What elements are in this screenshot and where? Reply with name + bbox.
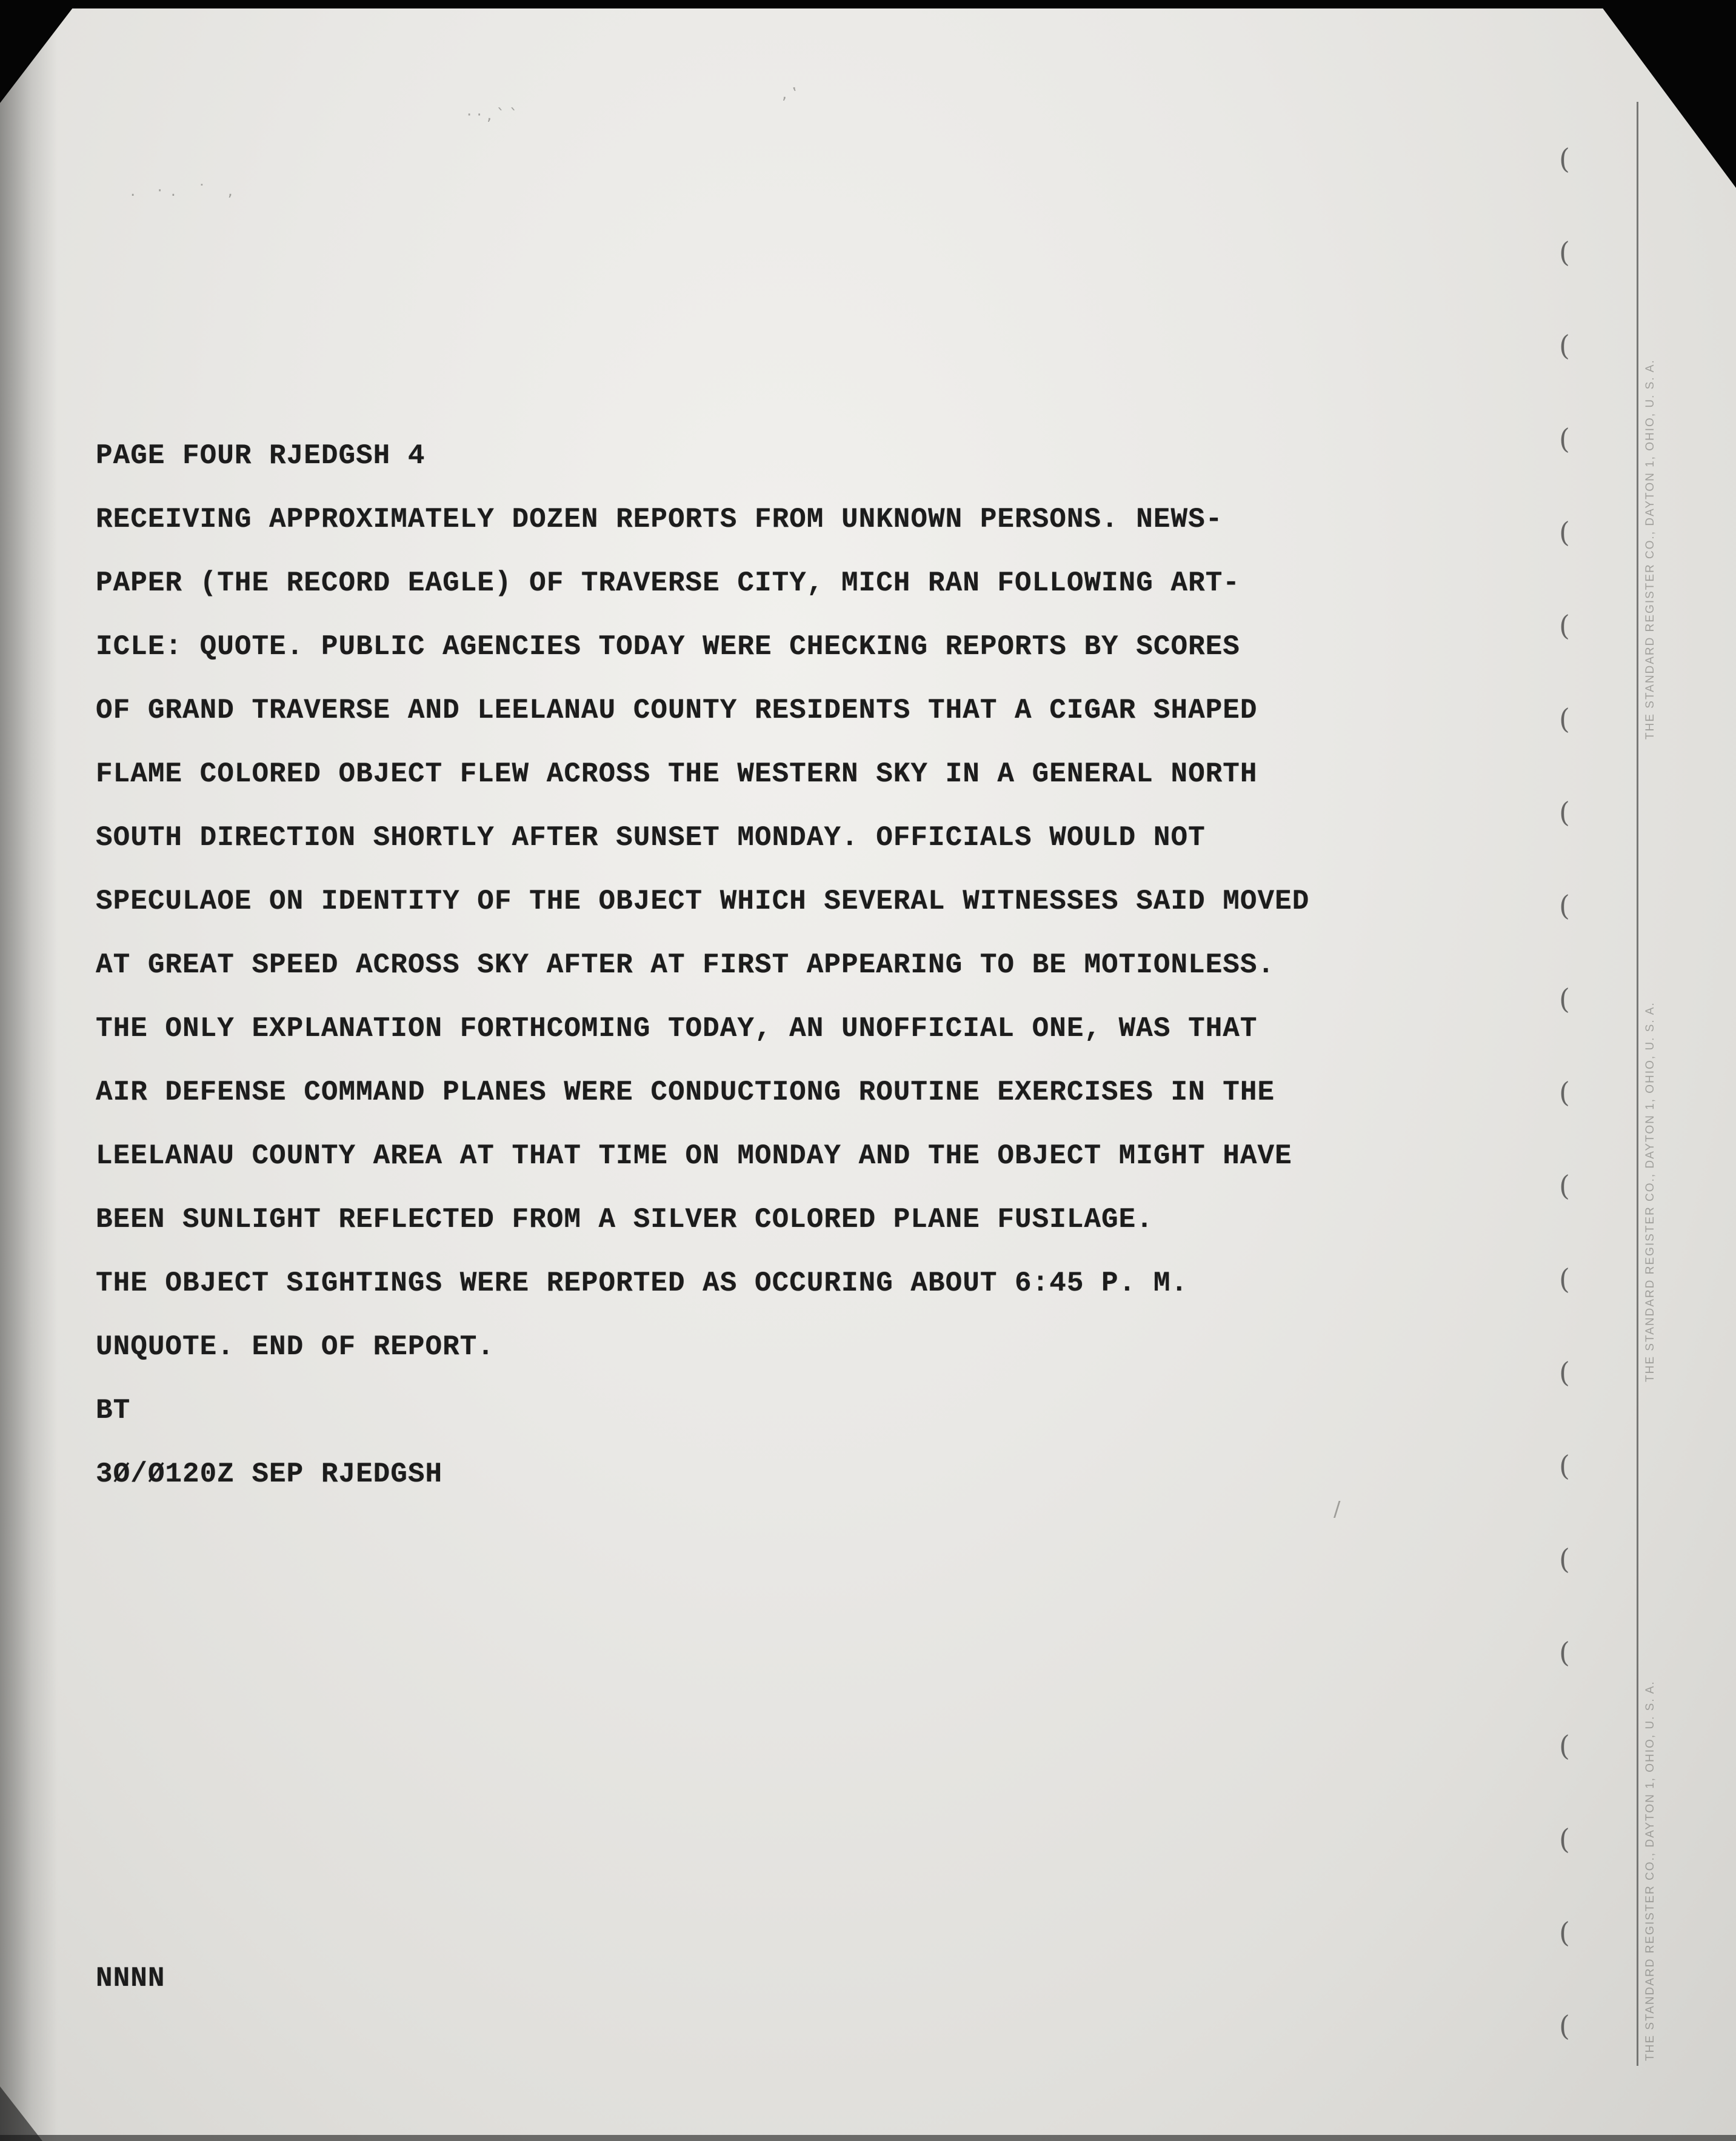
- scan-corner-top-right: [1597, 0, 1736, 188]
- perforation-mark: (: [1559, 1729, 1570, 1762]
- telegram-text-line: SOUTH DIRECTION SHORTLY AFTER SUNSET MONDAY. OFFICIALS WOULD NOT: [96, 822, 1206, 853]
- telegram-text-line: AT GREAT SPEED ACROSS SKY AFTER AT FIRST APPEARING TO BE MOTIONLESS.: [96, 949, 1275, 981]
- perforation-mark: (: [1559, 1076, 1570, 1109]
- scan-smudge: . ·. ˙ ,: [130, 182, 241, 200]
- telegram-text-line: PAPER (THE RECORD EAGLE) OF TRAVERSE CITY, MICH RAN FOLLOWING ART-: [96, 567, 1240, 599]
- scan-smudge: , ‛: [782, 85, 797, 103]
- telegram-text-line: BEEN SUNLIGHT REFLECTED FROM A SILVER COLORED PLANE FUSILAGE.: [96, 1204, 1153, 1235]
- margin-rule-line: [1637, 102, 1638, 2066]
- telegram-body-text: [96, 424, 1490, 1506]
- perforation-mark: (: [1559, 1543, 1570, 1575]
- telegram-text-line: THE ONLY EXPLANATION FORTHCOMING TODAY, AN UNOFFICIAL ONE, WAS THAT: [96, 1013, 1258, 1044]
- perforation-mark: (: [1559, 1449, 1570, 1482]
- telegram-end-marker: NNNN: [96, 1963, 165, 1994]
- paper-vendor-imprint: THE STANDARD REGISTER CO., DAYTON 1, OHIO, U. S. A.: [1644, 1680, 1657, 2061]
- perforation-mark: (: [1559, 236, 1570, 269]
- perforation-mark: (: [1559, 889, 1570, 922]
- perforation-mark: (: [1559, 1169, 1570, 1202]
- perforation-mark: (: [1559, 1263, 1570, 1295]
- scan-edge-left: [0, 0, 58, 2141]
- perforation-mark: (: [1559, 609, 1570, 642]
- perforation-mark: (: [1559, 423, 1570, 455]
- paper-vendor-imprint: THE STANDARD REGISTER CO., DAYTON 1, OHIO, U. S. A.: [1644, 1001, 1657, 1382]
- telegram-text-line: RECEIVING APPROXIMATELY DOZEN REPORTS FROM UNKNOWN PERSONS. NEWS-: [96, 504, 1223, 535]
- scan-edge-bottom: [0, 2135, 1736, 2141]
- perforation-mark: (: [1559, 1636, 1570, 1669]
- perforation-mark: (: [1559, 1916, 1570, 1949]
- telegram-text-line: 3Ø/Ø120Z SEP RJEDGSH: [96, 1458, 443, 1490]
- scan-edge-top: [0, 0, 1736, 8]
- perforation-mark: (: [1559, 1823, 1570, 1855]
- perforation-mark: (: [1559, 1356, 1570, 1389]
- telegram-text-line: OF GRAND TRAVERSE AND LEELANAU COUNTY RESIDENTS THAT A CIGAR SHAPED: [96, 695, 1258, 726]
- perforation-mark: (: [1559, 329, 1570, 362]
- telegram-text-line: PAGE FOUR RJEDGSH 4: [96, 440, 426, 472]
- perforation-mark: (: [1559, 796, 1570, 829]
- perforation-mark: (: [1559, 703, 1570, 735]
- paper-vendor-imprint: THE STANDARD REGISTER CO., DAYTON 1, OHIO, U. S. A.: [1644, 359, 1657, 740]
- telegram-text-line: SPECULAOE ON IDENTITY OF THE OBJECT WHICH SEVERAL WITNESSES SAID MOVED: [96, 886, 1310, 917]
- telegram-text-line: AIR DEFENSE COMMAND PLANES WERE CONDUCTIONG ROUTINE EXERCISES IN THE: [96, 1077, 1275, 1108]
- perforation-mark: (: [1559, 2009, 1570, 2042]
- telegram-text-line: LEELANAU COUNTY AREA AT THAT TIME ON MONDAY AND THE OBJECT MIGHT HAVE: [96, 1140, 1292, 1172]
- telegram-text-line: THE OBJECT SIGHTINGS WERE REPORTED AS OCCURING ABOUT 6:45 P. M.: [96, 1268, 1189, 1299]
- scan-smudge: /: [1334, 1497, 1341, 1521]
- telegram-text-line: ICLE: QUOTE. PUBLIC AGENCIES TODAY WERE CHECKING REPORTS BY SCORES: [96, 631, 1240, 663]
- perforation-mark: (: [1559, 983, 1570, 1015]
- telegram-text-line: BT: [96, 1395, 131, 1426]
- perforation-mark: (: [1559, 516, 1570, 549]
- telegram-text-line: FLAME COLORED OBJECT FLEW ACROSS THE WESTERN SKY IN A GENERAL NORTH: [96, 758, 1258, 790]
- margin-perforation-marks: [1559, 112, 1595, 2073]
- scan-smudge: · · , ` `: [467, 106, 518, 124]
- telegram-text-line: UNQUOTE. END OF REPORT.: [96, 1331, 495, 1363]
- perforation-mark: (: [1559, 142, 1570, 175]
